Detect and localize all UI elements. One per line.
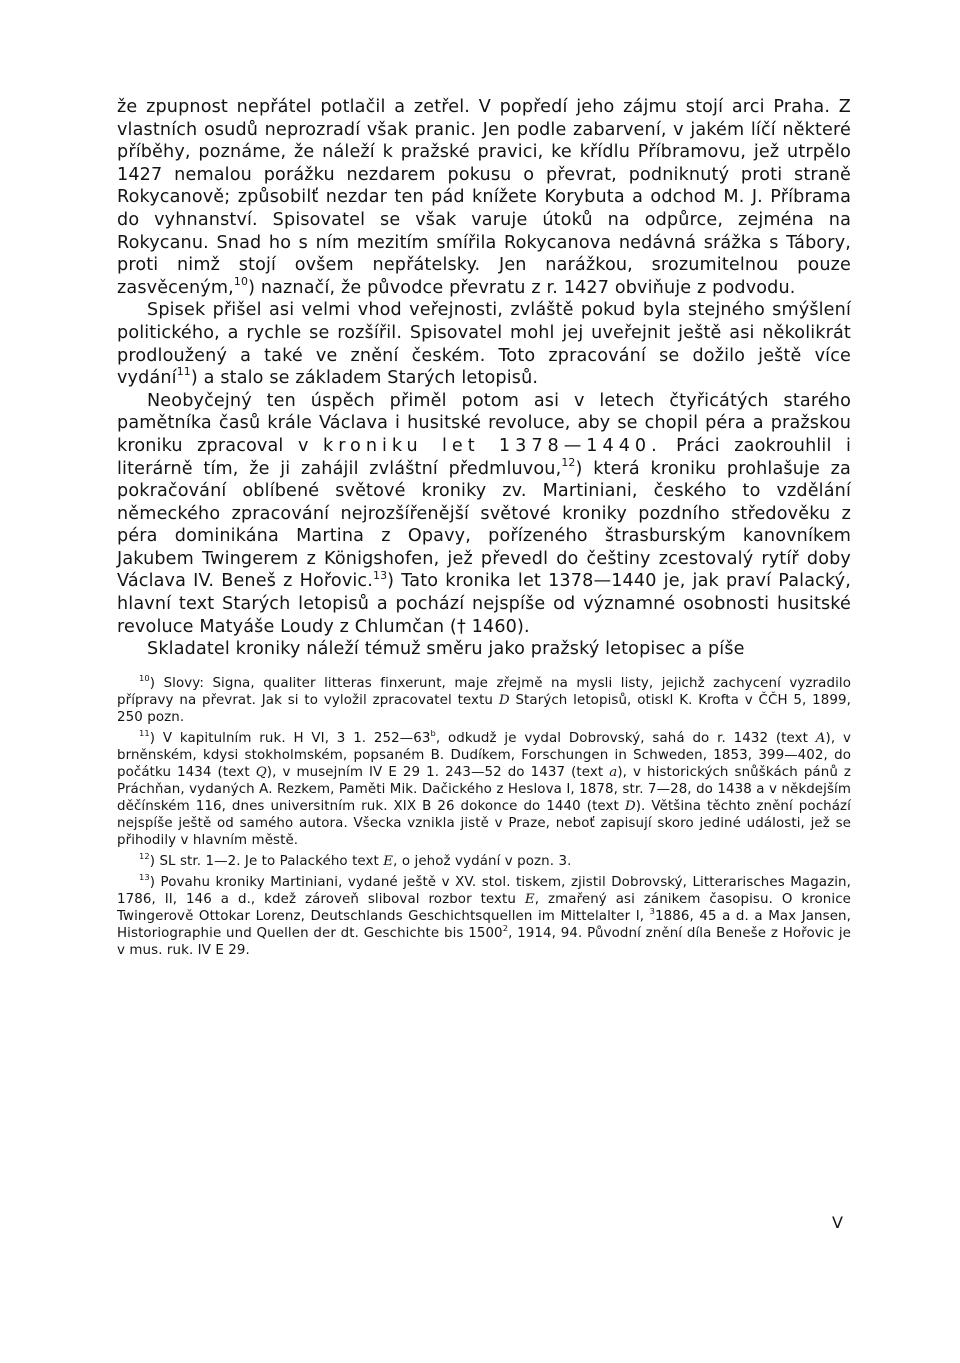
footnote-ref-12: 12 (561, 455, 576, 469)
paragraph-4 (117, 638, 851, 661)
footnote-11 (117, 727, 852, 849)
footnote-text: ) Slovy: Signa, qualiter litteras finxerunt, maje zřejmě na mysli listy, jejichž zachycení vyzradilo přípravy na převrat. Jak si to vyložil zpracovatel textu (117, 675, 851, 708)
footnote-10 (117, 672, 852, 726)
footnote-text: , 1914, 94. Původní znění díla Beneše z Hořovic je v mus. ruk. IV E 29. (117, 925, 851, 958)
footnote-italic: E (524, 891, 535, 907)
footnote-text: ), v historických snůškách pánů z Práchňan, vydaných A. Rezkem, Paměti Mik. Dačického z Heslova I, 1878, str. 7—28, do 1438 a v někdejším děčínském 116, dnes universitním ruk. XIX B 26 dokonce do 1440 (text (117, 764, 852, 814)
paragraph-1 (117, 96, 851, 299)
footnote-ref-11: 11 (176, 365, 191, 379)
paragraph-3-text-b: Práci zaokrouhlil i literárně tím, že ji zahájil zvláštní předmluvou, (117, 435, 852, 479)
footnote-text: 1886, 45 a d. a Max Jansen, Historiographie und Quellen der dt. Geschichte bis 1500 (117, 908, 851, 941)
footnote-text: , o jehož vydání v pozn. 3. (393, 853, 572, 869)
paragraph-3-text-c: ) která kroniku prohlašuje za pokračování oblíbené světové kroniky zv. Martiniani, českého to vzdělání německého zpracování nejrozšířenější světové kroniky pozdního středověku z péra dominikána Martina z Opavy, pořízeného štrasburským kanovníkem Jakubem Twingerem z Königshofen, jež převedl do češtiny zcestovalý rytíř doby Václava IV. Beneš z Hořovic. (117, 458, 851, 592)
footnote-text: ) Povahu kroniky Martiniani, vydané ještě v XV. stol. tiskem, zjistil Dobrovský, Litterarisches Magazin, 1786, II, 146 a d., kdež zároveň sliboval rozbor textu (117, 874, 851, 907)
footnote-ref-10: 10 (233, 274, 249, 288)
footnote-text: ) V kapitulním ruk. H VI, 3 1. 252—63 (149, 730, 431, 746)
paragraph-2 (117, 299, 851, 389)
paragraph-1-end: ) naznačí, že původce převratu z r. 1427 obviňuje z podvodu. (248, 277, 796, 298)
spaced-emphasis: kroniku let 1378—1440. (323, 435, 662, 456)
footnote-italic: A (815, 730, 826, 746)
footnotes (117, 672, 852, 959)
paragraph-3-text-d: ) Tato kronika let 1378—1440 je, jak praví Palacký, hlavní text Starých letopisů a pochází nejspíše od významné osobnosti husitské revoluce Matyáše Loudy z Chlumčan († 1460). (117, 571, 851, 637)
footnote-mark: 10 (139, 672, 150, 683)
footnote-text: Starých letopisů, otiskl K. Krofta v ČČH 5, 1899, 250 pozn. (117, 692, 852, 725)
footnote-mark: 13 (139, 871, 150, 882)
footnote-text: ). Většina těchto znění pochází nejspíše ještě od samého autora. Všecka vznikla jistě v Praze, neboť zapisují skoro jediné události, jež se přihodily v hlavním městě. (117, 798, 852, 848)
main-text (117, 96, 851, 661)
footnote-italic: E (383, 853, 394, 869)
footnote-mark: 12 (139, 850, 150, 861)
paragraph-1-text: že zpupnost nepřátel potlačil a zetřel. V popředí jeho zájmu stojí arci Praha. Z vlastních osudů neprozradí však pranic. Jen podle zabarvení, v jakém líčí některé příběhy, poznáme, že náleží k pražské pravici, ke křídlu Příbramovu, jež utrpělo 1427 nemalou porážku nezdarem pokusu o převrat, podniknutý proti straně Rokycanově; způsobilť nezdar ten pád knížete Korybuta a odchod M. J. Příbrama do vyhnanství. Spisovatel se však varuje útoků na odpůrce, zejména na Rokycanu. Snad ho s ním mezitím smířila Rokycanova nedávná srážka s Tábory, proti nimž stojí ovšem nepřátelsky. Jen narážkou, srozumitelnou pouze zasvěceným, (117, 97, 851, 298)
paragraph-3-text: Neobyčejný ten úspěch přiměl potom asi v letech čtyřicátých starého pamětníka časů krále Václava i husitské revoluce, aby se chopil péra a pražskou kroniku zpracoval v (117, 390, 851, 456)
superscript: 2 (502, 922, 509, 933)
footnote-italic: Q (255, 764, 267, 780)
footnote-ref-13: 13 (372, 568, 388, 582)
footnote-italic: D (498, 692, 510, 708)
superscript: 3 (649, 905, 656, 916)
footnote-13 (117, 871, 851, 959)
footnote-text: ) SL str. 1—2. Je to Palackého text (149, 853, 379, 869)
footnote-mark: 11 (139, 727, 150, 738)
paragraph-2-end: ) a stalo se základem Starých letopisů. (190, 368, 539, 389)
paragraph-3 (117, 390, 851, 639)
paragraph-2-text: Spisek přišel asi velmi vhod veřejnosti, zvláště pokud byla stejného smýšlení politického, a rychle se rozšířil. Spisovatel mohl jej uveřejnit ještě asi několikrát prodloužený a také ve znění českém. Toto zpracování se dožilo ještě více vydání (117, 300, 851, 389)
footnote-12 (117, 850, 851, 870)
footnote-text: ), v brněnském, kdysi stokholmském, popsaném B. Dudíkem, Forschungen in Schweden, 1853, 399—402, do počátku 1434 (text (117, 730, 851, 780)
paragraph-4-text: Skladatel kroniky náleží témuž směru jako pražský letopisec a píše (147, 639, 745, 660)
superscript: b (430, 727, 436, 738)
footnote-text: , odkudž je vydal Dobrovský, sahá do r. 1432 (text (435, 730, 808, 746)
footnote-italic: a (609, 764, 618, 780)
footnote-italic: D (624, 798, 636, 814)
page-content (117, 96, 851, 963)
footnote-separator (117, 661, 851, 675)
page-number: V (832, 1213, 843, 1232)
footnote-text: , zmařený asi zánikem časopisu. O kronice Twingerově Ottokar Lorenz, Deutschlands Geschichtsquellen im Mittelalter I, (117, 891, 851, 924)
footnote-text: ), v musejním IV E 29 1. 243—52 do 1437 (text (266, 764, 604, 780)
